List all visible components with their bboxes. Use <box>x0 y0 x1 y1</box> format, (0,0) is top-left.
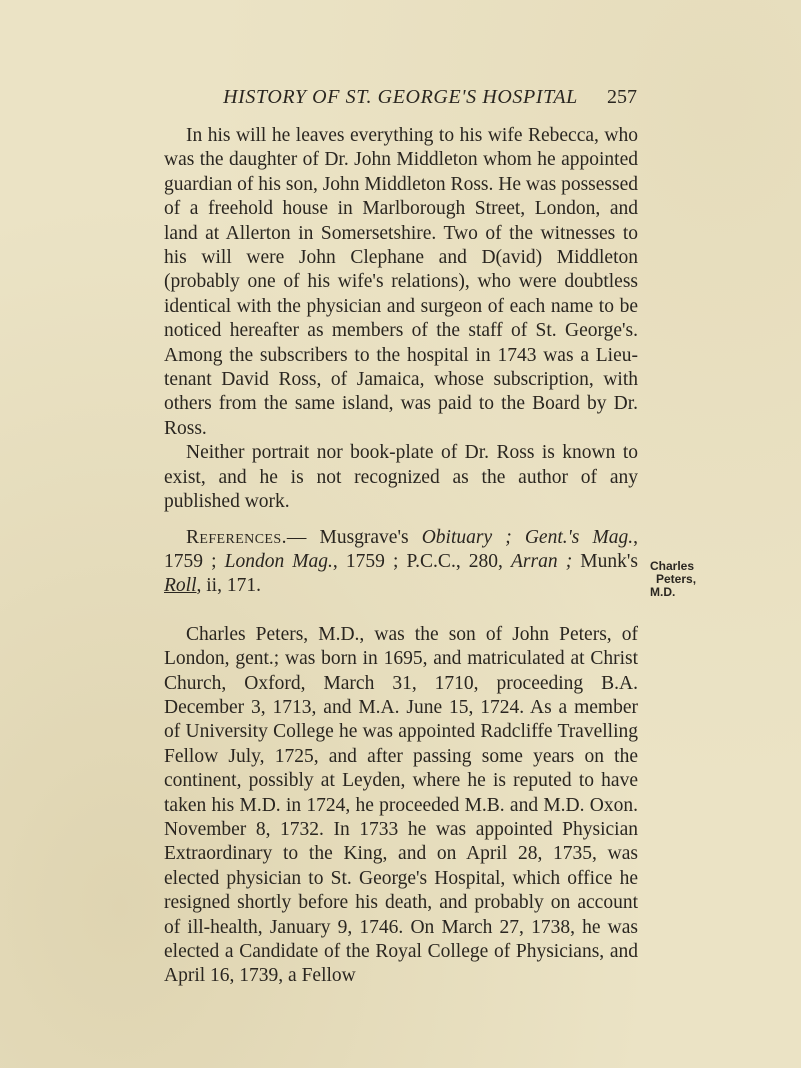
ref-italic-obituary: Obituary ; Gent.'s Mag. <box>421 526 634 548</box>
margin-note-line-3: M.D. <box>650 585 676 599</box>
ref-text-1: Musgrave's <box>319 526 422 548</box>
paragraph-charles-peters: Charles Peters, M.D., was the son of John Peters, of London, gent.; was born in 1695, and matriculated at Christ Church, Oxford, March 31, 1710, proceeding B.A. December 3, 1713, and M.A. June 15, 1724. As a member of University College he was appointed Radcliffe Travelling Fellow July, 1725, and after passing some years on the continent, possibly at Leyden, where he is reputed to have taken his M.D. in 1724, he proceeded M.B. and M.D. Oxon. November 8, 1732. In 1733 he was appointed Physician Extraordinary to the King, and on April 28, 1735, was elected physician to St. George's Hospital, which office he resigned shortly before his death, and probably on account of ill-health, January 9, 1746. On March 27, 1738, he was elected a Candidate of the Royal College of Physicians, and April 16, 1739, a Fellow <box>164 623 638 987</box>
body-text <box>164 124 638 989</box>
paragraph-ross-portrait: Neither portrait nor book-plate of Dr. Ross is known to exist, and he is not recognized as the author of any published work. <box>164 442 638 513</box>
margin-note-line-1: Charles <box>650 559 695 573</box>
ref-text-5: , ii, 171. <box>196 575 261 597</box>
page-header <box>0 86 801 116</box>
ref-text-2: , 1759 ; <box>164 526 638 572</box>
margin-note <box>650 560 696 599</box>
paragraph-ross-will: In his will he leaves everything to his wife Rebecca, who was the daughter of Dr. John Middleton whom he appointed guardian of his son, John Middleton Ross. He was possessed of a freehold house in Marlborough Street, London, and land at Allerton in Somersetshire. Two of the witnesses to his will were John Clephane and D(avid) Middleton (probably one of his wife's relations), who were doubtless identical with the physician and surgeon of each name to be noticed hereafter as members of the staff of St. George's. Among the subscribers to the hospital in 1743 was a Lieu-tenant David Ross, of Jamaica, whose subscription, with others from the same island, was paid to the Board by Dr. Ross. <box>164 125 638 439</box>
ref-text-4: Munk's <box>572 550 638 572</box>
page-number: 257 <box>607 86 637 108</box>
margin-note-line-2: Peters, <box>656 572 697 586</box>
ref-italic-roll: Roll <box>164 575 197 597</box>
ref-italic-arran: Arran ; <box>511 550 573 572</box>
references-dash: — <box>286 526 320 548</box>
references-label: References. <box>186 526 287 548</box>
ref-italic-london-mag: London Mag. <box>224 550 333 572</box>
references-paragraph <box>164 526 638 599</box>
ref-text-3: , 1759 ; P.C.C., 280, <box>332 550 512 572</box>
running-title: HISTORY OF ST. GEORGE'S HOSPITAL <box>223 86 578 108</box>
